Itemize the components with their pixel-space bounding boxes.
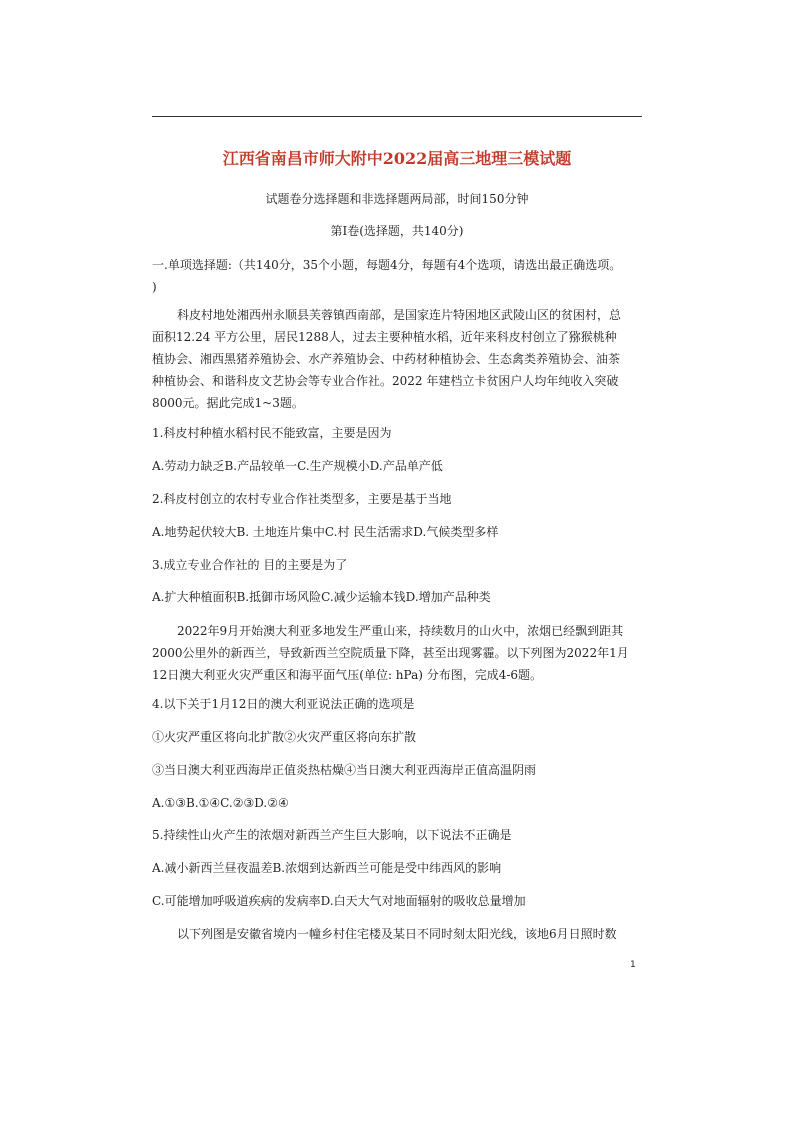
question-5: 5.持续性山火产生的浓烟对新西兰产生巨大影响，以下说法不正确是 [152,828,512,842]
passage-line: 2022年9月开始澳大利亚多地发生严重山来，持续数月的山火中，浓烟已经飘到距其 [177,624,624,638]
question-2: 2.科皮村创立的农村专业合作社类型多，主要是基于当地 [152,492,452,506]
question-1: 1.科皮村种植水稻村民不能致富，主要是因为 [152,426,392,440]
question-5-options: C.可能增加呼吸道疾病的发病率D.白天大气对地面辐射的吸收总量增加 [152,894,526,908]
passage-line: 植协会、湘西黑猪养殖协会、水产养殖协会、中药材种植协会、生态禽类养殖协会、油茶 [152,352,621,366]
question-3: 3.成立专业合作社的 目的主要是为了 [152,558,348,572]
passage-line: 科皮村地处湘西州永顺县芙蓉镇西南部，是国家连片特困地区武陵山区的贫困村，总 [177,308,622,322]
header-rule [152,116,642,117]
passage-line: 2000公里外的新西兰，导致新西兰空院质量下降，甚至出现雾霾。以下列图为2022年1月 [152,646,629,660]
question-5-options: A.减小新西兰昼夜温差B.浓烟到达新西兰可能是受中纬西风的影响 [152,861,502,875]
passage-line: 12日澳大利亚火灾严重区和海平面气压(单位: hPa) 分布图，完成4-6题。 [152,668,543,682]
section-heading: 第Ⅰ卷(选择题，共140分) [330,224,464,238]
question-4: 4.以下关于1月12日的澳大利亚说法正确的选项是 [152,697,415,711]
subtitle: 试题卷分选择题和非选择题两局部，时间150分钟 [265,192,529,206]
instruction-line: ) [152,280,157,294]
question-2-options: A.地势起伏较大B. 土地连片集中C.村 民生活需求D.气候类型多样 [152,525,499,539]
passage-line: 8000元。据此完成1~3题。 [152,396,304,410]
instruction-line: 一.单项选择题:（共140分，35个小题，每题4分，每题有4个选项，请选出最正确选项。 [152,258,622,272]
page-number: 1 [630,960,636,970]
page-title: 江西省南昌市师大附中2022届高三地理三模试题 [222,149,572,168]
question-3-options: A.扩大种植面积B.抵御市场风险C.减少运输本钱D.增加产品种类 [152,590,491,604]
question-1-options: A.劳动力缺乏B.产品较单一C.生产规模小D.产品单产低 [152,459,443,473]
passage-line: 以下列图是安徽省境内一幢乡村住宅楼及某日不同时刻太阳光线，该地6月日照时数 [177,927,617,941]
question-4-statement: ③当日澳大利亚西海岸正值炎热枯燥④当日澳大利亚西海岸正值高温阴雨 [152,763,537,777]
question-4-statement: ①火灾严重区将向北扩散②火灾严重区将向东扩散 [152,730,417,744]
question-4-options: A.①③B.①④C.②③D.②④ [152,796,289,810]
passage-line: 面积12.24 平方公里，居民1288人，过去主要种植水稻，近年来科皮村创立了猕猴桃种 [152,330,617,344]
passage-line: 种植协会、和谐科皮文艺协会等专业合作社。2022 年建档立卡贫困户人均年纯收入突破 [152,374,619,388]
